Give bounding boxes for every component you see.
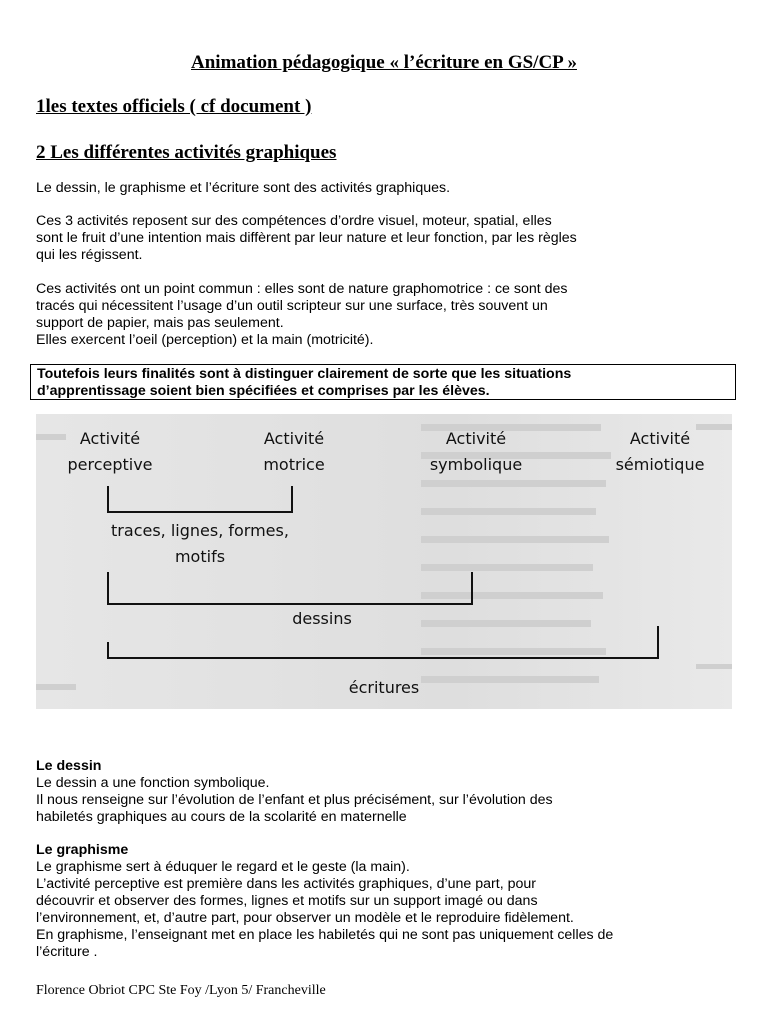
text-line: Elles exercent l’oeil (perception) et la main (motricité). (36, 332, 374, 348)
activity-motrice-name: motrice (263, 455, 325, 474)
activity-semiotique-label: Activité (629, 429, 691, 448)
text-line: tracés qui nécessitent l’usage d’un outil scripteur sur une surface, très souvent un (36, 298, 548, 314)
text-line: Il nous renseigne sur l’évolution de l’enfant et plus précisément, sur l’évolution des (36, 792, 553, 808)
text-line: sont le fruit d’une intention mais diffèrent par leur nature et leur fonction, par les règles (36, 230, 577, 246)
text-line: qui les régissent. (36, 247, 143, 263)
text-line: Le dessin a une fonction symbolique. (36, 775, 270, 791)
ecritures-label: écritures (348, 678, 420, 697)
activity-semiotique-name: sémiotique (615, 455, 705, 474)
section-heading-activites-graphiques: 2 Les différentes activités graphiques (36, 142, 337, 163)
section-heading-textes-officiels: 1les textes officiels ( cf document ) (36, 96, 312, 117)
intro-paragraph (36, 180, 736, 197)
text-line: Le graphisme sert à éduquer le regard et le geste (la main). (36, 859, 410, 875)
activity-symbolique-label: Activité (445, 429, 507, 448)
dessins-label: dessins (292, 609, 352, 628)
diagram-svg (36, 414, 732, 709)
text-line: Ces 3 activités reposent sur des compétences d’ordre visuel, moteur, spatial, elles (36, 213, 552, 229)
le-graphisme-heading: Le graphisme (36, 842, 129, 858)
traces-label-line1: traces, lignes, formes, (111, 521, 289, 540)
activity-perceptive-label: Activité (79, 429, 141, 448)
text-line: découvrir et observer des formes, lignes et motifs sur un support imagé ou dans (36, 893, 538, 909)
paragraph-competences (36, 213, 736, 264)
paragraph-point-commun (36, 281, 736, 349)
highlight-box (30, 364, 736, 400)
activity-motrice-label: Activité (263, 429, 325, 448)
section-le-dessin (36, 758, 736, 826)
text-line: Toutefois leurs finalités sont à distinguer clairement de sorte que les situations (37, 366, 572, 382)
traces-label-line2: motifs (174, 547, 226, 566)
activity-perceptive-name: perceptive (67, 455, 153, 474)
text-line: habiletés graphiques au cours de la scolarité en maternelle (36, 809, 407, 825)
text-line: Ces activités ont un point commun : elles sont de nature graphomotrice : ce sont des (36, 281, 568, 297)
text-line: l’écriture . (36, 944, 98, 960)
text-line: En graphisme, l’enseignant met en place les habiletés qui ne sont pas uniquement celles de (36, 927, 614, 943)
intro-line: Le dessin, le graphisme et l’écriture sont des activités graphiques. (36, 180, 451, 196)
activity-symbolique-name: symbolique (429, 455, 523, 474)
text-line: l’environnement, et, d’autre part, pour observer un modèle et le reproduire fidèlement. (36, 910, 574, 926)
document-title: Animation pédagogique « l’écriture en GS/CP » (191, 52, 577, 73)
text-line: d’apprentissage soient bien spécifiées et comprises par les élèves. (37, 383, 490, 399)
text-line: L’activité perceptive est première dans les activités graphiques, d’une part, pour (36, 876, 536, 892)
page-footer: Florence Obriot CPC Ste Foy /Lyon 5/ Francheville (36, 983, 326, 998)
section-le-graphisme (36, 842, 736, 961)
le-dessin-heading: Le dessin (36, 758, 102, 774)
text-line: support de papier, mais pas seulement. (36, 315, 284, 331)
activities-diagram (36, 414, 732, 709)
